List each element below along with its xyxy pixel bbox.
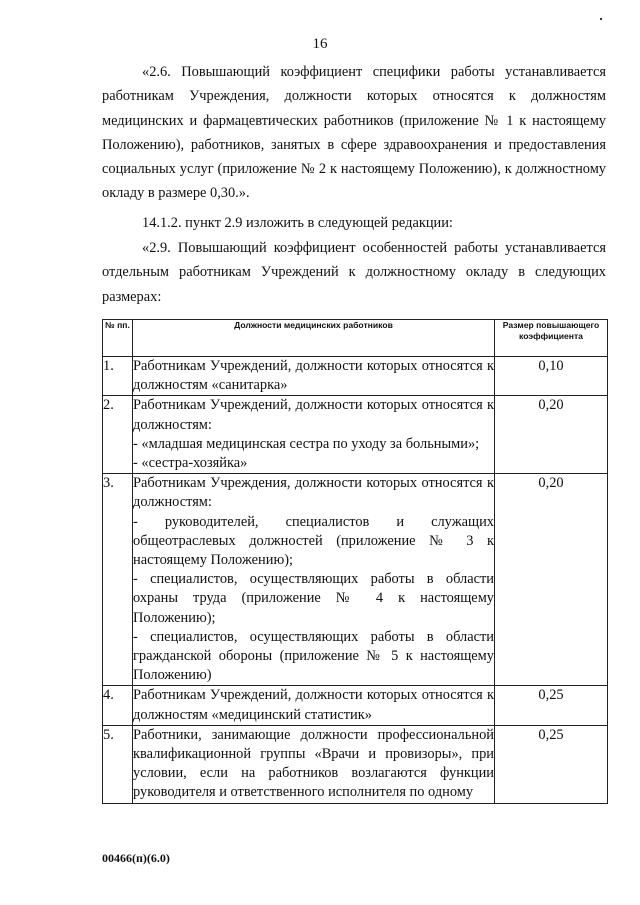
scan-speck — [600, 18, 602, 20]
position-line: - руководителей, специалистов и служащих общеотраслевых должностей (приложение № 3 к настоящему Положению); — [133, 513, 494, 569]
row-coefficient: 0,25 — [495, 686, 608, 725]
row-number: 3. — [103, 474, 133, 686]
document-code: 00466(п)(6.0) — [102, 851, 170, 865]
table-row — [103, 474, 608, 686]
page-number: 16 — [312, 36, 328, 52]
coefficient-table — [102, 319, 608, 804]
row-coefficient: 0,20 — [495, 396, 608, 474]
table-row — [103, 686, 608, 725]
position-line: - специалистов, осуществляющих работы в области охраны труда (приложение № 4 к настоящему Положению); — [133, 571, 494, 626]
row-number: 1. — [103, 357, 133, 396]
row-number: 5. — [103, 725, 133, 803]
row-position-text — [133, 474, 495, 686]
row-coefficient: 0,25 — [495, 725, 608, 803]
row-position-text — [133, 396, 495, 474]
header-position: Должности медицинских работников — [133, 320, 495, 357]
table-row — [103, 725, 608, 803]
header-coefficient: Размер повышающего коэффициента — [495, 320, 608, 357]
table-row — [103, 396, 608, 474]
position-line: Работникам Учреждений, должности которых относятся к должностям: — [133, 397, 494, 433]
paragraph-2-6: «2.6. Повышающий коэффициент специфики работы устанавливается работникам Учреждения, должности которых относятся к должностям медицинских и фармацевтических работников (приложение № 1 к настоящему Положению), работников, занятых в сфере здравоохранения и предоставления социальных услуг (приложение № 2 к настоящему Положению), к должностному окладу в размере 0,30.». — [102, 64, 606, 202]
position-line: Работникам Учреждений, должности которых относятся к должностям «санитарка» — [133, 358, 494, 394]
row-number: 4. — [103, 686, 133, 725]
position-line: - «сестра-хозяйка» — [133, 455, 248, 472]
row-number: 2. — [103, 396, 133, 474]
table-header-row — [103, 320, 608, 357]
position-line: Работникам Учреждения, должности которых относятся к должностям: — [133, 475, 494, 511]
position-line: - специалистов, осуществляющих работы в области гражданской обороны (приложение № 5 к настоящему Положению) — [133, 628, 494, 684]
paragraph-2-9: «2.9. Повышающий коэффициент особенностей работы устанавливается отдельным работникам Учреждений к должностному окладу в следующих размерах: — [102, 240, 606, 305]
row-position-text — [133, 357, 495, 396]
position-line: Работники, занимающие должности профессиональной квалификационной группы «Врачи и провизоры», при условии, если на работников возлагаются функции руководителя и ответственного исполнителя по одному — [133, 726, 494, 801]
row-coefficient: 0,10 — [495, 357, 608, 396]
table-row — [103, 357, 608, 396]
paragraph-14-1-2: 14.1.2. пункт 2.9 изложить в следующей редакции: — [142, 215, 453, 231]
position-line: Работникам Учреждений, должности которых относятся к должностям «медицинский статистик» — [133, 687, 494, 723]
row-coefficient: 0,20 — [495, 474, 608, 686]
row-position-text — [133, 686, 495, 725]
position-line: - «младшая медицинская сестра по уходу за больными»; — [133, 435, 480, 452]
row-position-text — [133, 725, 495, 803]
header-number: № пп. — [103, 320, 133, 357]
